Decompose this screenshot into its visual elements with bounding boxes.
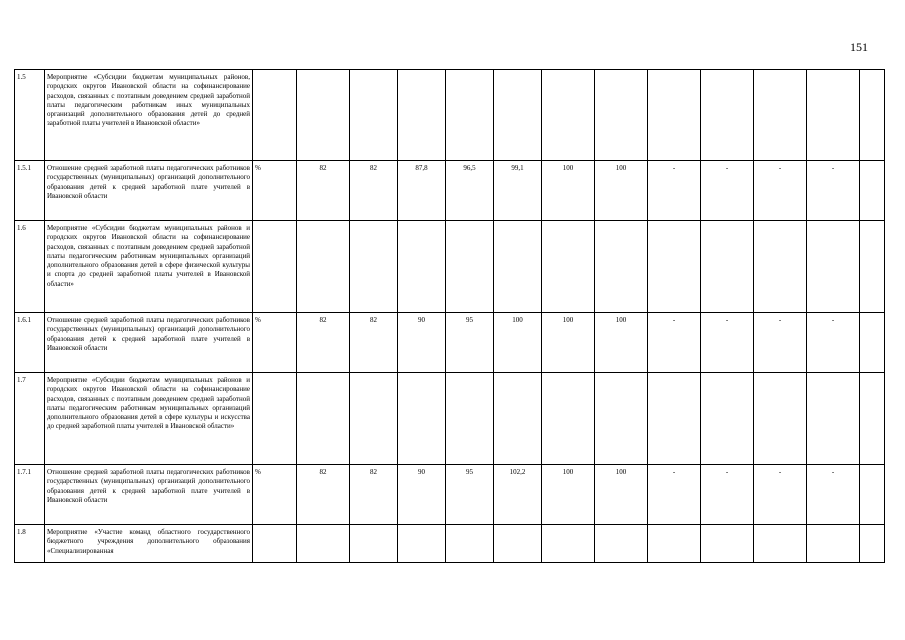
row-value-cell — [446, 373, 494, 465]
row-value-cell — [807, 70, 860, 161]
row-number-cell: 1.5 — [15, 70, 45, 161]
row-description-cell: Мероприятие «Субсидии бюджетам муниципальных районов и городских округов Ивановской области на софинансирование расходов, связанных с поэтапным доведением средней заработной платы педагогическим работникам муниципальных организаций дополнительного образования детей в сфере культуры и искусства до средней заработной платы учителей в Ивановской области» — [45, 373, 253, 465]
row-value-cell — [648, 525, 701, 563]
page-number: 151 — [850, 40, 868, 54]
row-value-cell: 90 — [398, 465, 446, 525]
row-number-cell: 1.7.1 — [15, 465, 45, 525]
row-value-cell — [297, 525, 350, 563]
row-value-cell — [595, 525, 648, 563]
row-value-cell — [297, 70, 350, 161]
row-unit-cell — [253, 373, 297, 465]
row-value-cell — [860, 373, 885, 465]
row-value-cell: 82 — [297, 465, 350, 525]
row-value-cell: 90 — [398, 313, 446, 373]
row-value-cell: 100 — [595, 465, 648, 525]
row-value-cell: - — [648, 465, 701, 525]
row-value-cell — [494, 221, 542, 313]
row-value-cell: 102,2 — [494, 465, 542, 525]
row-value-cell — [754, 221, 807, 313]
row-unit-cell: % — [253, 313, 297, 373]
row-description-cell: Отношение средней заработной платы педагогических работников государственных (муниципальных) организаций дополнительного образования детей к средней заработной плате учителей в Ивановской области — [45, 161, 253, 221]
row-value-cell — [595, 70, 648, 161]
row-value-cell: 82 — [350, 313, 398, 373]
row-value-cell — [807, 525, 860, 563]
row-number-cell: 1.6 — [15, 221, 45, 313]
row-value-cell — [860, 465, 885, 525]
row-value-cell — [701, 221, 754, 313]
row-value-cell — [701, 373, 754, 465]
row-value-cell — [542, 70, 595, 161]
table-row — [15, 373, 885, 465]
row-value-cell: - — [701, 313, 754, 373]
row-number-cell: 1.8 — [15, 525, 45, 563]
row-value-cell — [542, 525, 595, 563]
row-value-cell: 100 — [542, 313, 595, 373]
table-row — [15, 221, 885, 313]
row-value-cell — [542, 221, 595, 313]
row-number-cell: 1.6.1 — [15, 313, 45, 373]
row-value-cell — [350, 70, 398, 161]
row-value-cell: 95 — [446, 313, 494, 373]
row-value-cell: - — [754, 313, 807, 373]
row-value-cell — [494, 373, 542, 465]
row-unit-cell — [253, 70, 297, 161]
row-value-cell — [701, 70, 754, 161]
row-value-cell — [446, 70, 494, 161]
row-value-cell: - — [807, 313, 860, 373]
row-value-cell — [860, 161, 885, 221]
row-value-cell: 100 — [542, 465, 595, 525]
table-row — [15, 525, 885, 563]
table-row — [15, 161, 885, 221]
row-value-cell: 100 — [595, 161, 648, 221]
row-value-cell: - — [701, 465, 754, 525]
table-row — [15, 465, 885, 525]
row-value-cell — [398, 221, 446, 313]
row-description-cell: Мероприятие «Участие команд областного государственного бюджетного учреждения дополнительного образования «Специализированная — [45, 525, 253, 563]
row-value-cell: 82 — [297, 313, 350, 373]
row-value-cell — [648, 373, 701, 465]
row-unit-cell: % — [253, 161, 297, 221]
row-unit-cell: % — [253, 465, 297, 525]
row-value-cell — [297, 221, 350, 313]
row-value-cell: - — [701, 161, 754, 221]
row-value-cell: 95 — [446, 465, 494, 525]
row-value-cell — [807, 373, 860, 465]
row-value-cell: 100 — [494, 313, 542, 373]
row-value-cell: 96,5 — [446, 161, 494, 221]
row-value-cell — [648, 221, 701, 313]
row-value-cell: - — [648, 161, 701, 221]
row-value-cell — [446, 221, 494, 313]
table-row — [15, 313, 885, 373]
row-value-cell — [595, 221, 648, 313]
row-value-cell — [754, 373, 807, 465]
row-value-cell — [398, 373, 446, 465]
row-value-cell: - — [807, 465, 860, 525]
table-row — [15, 70, 885, 161]
row-value-cell — [648, 70, 701, 161]
row-value-cell — [807, 221, 860, 313]
indicators-table — [14, 69, 885, 563]
table-body — [15, 70, 885, 563]
row-value-cell — [494, 70, 542, 161]
row-description-cell: Мероприятие «Субсидии бюджетам муниципальных районов, городских округов Ивановской области на софинансирование расходов, связанных с поэтапным доведением средней заработной платы педагогическим работникам иных муниципальных организаций дополнительного образования детей до средней заработной платы учителей в Ивановской области» — [45, 70, 253, 161]
row-value-cell — [701, 525, 754, 563]
row-value-cell: 100 — [542, 161, 595, 221]
row-value-cell: 82 — [297, 161, 350, 221]
row-value-cell: - — [754, 161, 807, 221]
row-value-cell: 100 — [595, 313, 648, 373]
row-value-cell — [542, 373, 595, 465]
row-value-cell — [398, 525, 446, 563]
row-value-cell — [350, 525, 398, 563]
row-number-cell: 1.5.1 — [15, 161, 45, 221]
row-description-cell: Мероприятие «Субсидии бюджетам муниципальных районов и городских округов Ивановской области на софинансирование расходов, связанных с поэтапным доведением средней заработной платы педагогическим работникам муниципальных организаций дополнительного образования детей в сфере физической культуры и спорта до средней заработной платы учителей в Ивановской области» — [45, 221, 253, 313]
row-value-cell — [595, 373, 648, 465]
row-unit-cell — [253, 221, 297, 313]
row-value-cell: 82 — [350, 161, 398, 221]
row-value-cell — [860, 70, 885, 161]
row-value-cell: - — [648, 313, 701, 373]
row-value-cell — [446, 525, 494, 563]
row-value-cell — [350, 221, 398, 313]
row-value-cell — [754, 525, 807, 563]
row-number-cell: 1.7 — [15, 373, 45, 465]
row-value-cell — [398, 70, 446, 161]
row-description-cell: Отношение средней заработной платы педагогических работников государственных (муниципальных) организаций дополнительного образования детей к средней заработной плате учителей в Ивановской области — [45, 313, 253, 373]
row-value-cell — [297, 373, 350, 465]
row-value-cell — [350, 373, 398, 465]
row-value-cell: 87,8 — [398, 161, 446, 221]
row-description-cell: Отношение средней заработной платы педагогических работников государственных (муниципальных) организаций дополнительного образования детей к средней заработной плате учителей в Ивановской области — [45, 465, 253, 525]
row-unit-cell — [253, 525, 297, 563]
row-value-cell — [860, 525, 885, 563]
row-value-cell: - — [807, 161, 860, 221]
row-value-cell: 82 — [350, 465, 398, 525]
row-value-cell: - — [754, 465, 807, 525]
row-value-cell — [494, 525, 542, 563]
row-value-cell — [754, 70, 807, 161]
row-value-cell: 99,1 — [494, 161, 542, 221]
row-value-cell — [860, 313, 885, 373]
row-value-cell — [860, 221, 885, 313]
